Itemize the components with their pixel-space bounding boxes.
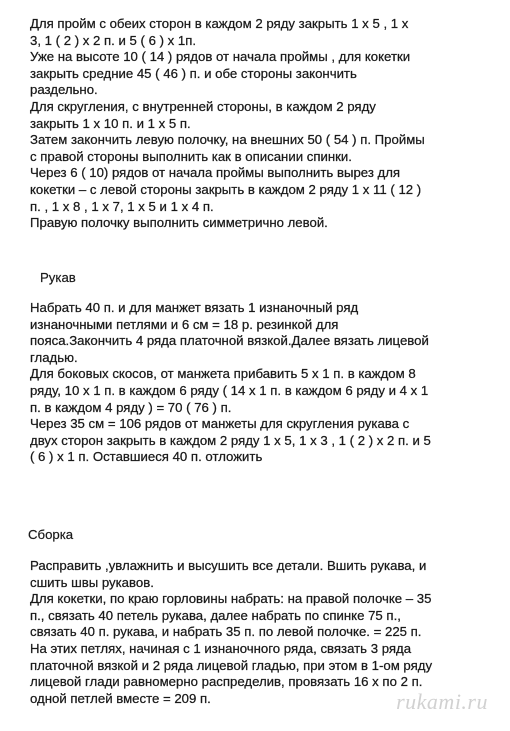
text-line: Уже на высоте 10 ( 14 ) рядов от начала проймы , для кокетки — [30, 49, 411, 65]
sleeve-heading: Рукав — [40, 270, 76, 285]
text-line: одной петлей вместе = 209 п. — [30, 690, 211, 706]
text-line: сшить швы рукавов. — [30, 574, 154, 590]
text-line: На этих петлях, начиная с 1 изнаночного ряда, связать 3 ряда — [30, 640, 412, 656]
text-line: лицевой глади равномерно распределив, провязать 16 х по 2 п. — [30, 674, 423, 690]
text-line: двух сторон закрыть в каждом 2 ряду 1 х 5, 1 х 3 , 1 ( 2 ) х 2 п. и 5 — [30, 432, 431, 448]
text-line: п., связать 40 петель рукава, далее набрать по спинке 75 п., — [30, 607, 401, 623]
text-line: Для пройм с обеих сторон в каждом 2 ряду закрыть 1 х 5 , 1 х — [30, 16, 409, 31]
text-line: пояса.Закончить 4 ряда платочной вязкой.Далее вязать лицевой — [30, 333, 429, 349]
text-line: Через 35 см = 106 рядов от манжеты для скругления рукава с — [30, 416, 410, 432]
watermark: rukami.ru — [396, 689, 488, 714]
text-line: 3, 1 ( 2 ) х 2 п. и 5 ( 6 ) х 1п. — [30, 32, 197, 48]
text-line: закрыть 1 х 10 п. и 1 х 5 п. — [30, 115, 191, 131]
text-line: п. в каждом 4 ряду ) = 70 ( 76 ) п. — [30, 399, 232, 415]
text-line: п. , 1 х 8 , 1 х 7, 1 х 5 и 1 х 4 п. — [30, 198, 214, 214]
sleeve-section — [30, 300, 502, 466]
text-line: изнаночными петлями и 6 см = 18 р. резинкой для — [30, 316, 339, 332]
text-line: ( 6 ) х 1 п. Оставшиеся 40 п. отложить — [30, 449, 263, 465]
text-line: Затем закончить левую полочку, на внешних 50 ( 54 ) п. Проймы — [30, 132, 425, 148]
text-line: Для скругления, с внутренней стороны, в каждом 2 ряду — [30, 98, 376, 114]
text-line: гладью. — [30, 349, 78, 365]
text-line: Для кокетки, по краю горловины набрать: на правой полочке – 35 — [30, 591, 432, 607]
text-line: Правую полочку выполнить симметрично левой. — [30, 215, 328, 231]
text-line: кокетки – с левой стороны закрыть в каждом 2 ряду 1 х 11 ( 12 ) — [30, 181, 422, 197]
text-line: Набрать 40 п. и для манжет вязать 1 изнаночный ряд — [30, 300, 359, 315]
text-line: закрыть средние 45 ( 46 ) п. и обе стороны закончить — [30, 65, 357, 81]
text-line: связать 40 п. рукава, и набрать 35 п. по левой полочке. = 225 п. — [30, 624, 422, 640]
text-line: платочной вязкой и 2 ряда лицевой гладью, при этом в 1-ом ряду — [30, 657, 433, 673]
text-line: с правой стороны выполнить как в описании спинки. — [30, 148, 352, 164]
armhole-section — [30, 16, 502, 232]
assembly-heading: Сборка — [28, 527, 74, 542]
text-line: раздельно. — [30, 82, 98, 98]
text-line: ряду, 10 х 1 п. в каждом 6 ряду ( 14 х 1 п. в каждом 6 ряду и 4 х 1 — [30, 382, 429, 398]
text-line: Через 6 ( 10) рядов от начала проймы выполнить вырез для — [30, 165, 401, 181]
text-line: Расправить ,увлажнить и высушить все детали. Вшить рукава, и — [30, 558, 427, 573]
assembly-section — [30, 558, 502, 707]
text-line: Для боковых скосов, от манжета прибавить 5 х 1 п. в каждом 8 — [30, 366, 416, 382]
